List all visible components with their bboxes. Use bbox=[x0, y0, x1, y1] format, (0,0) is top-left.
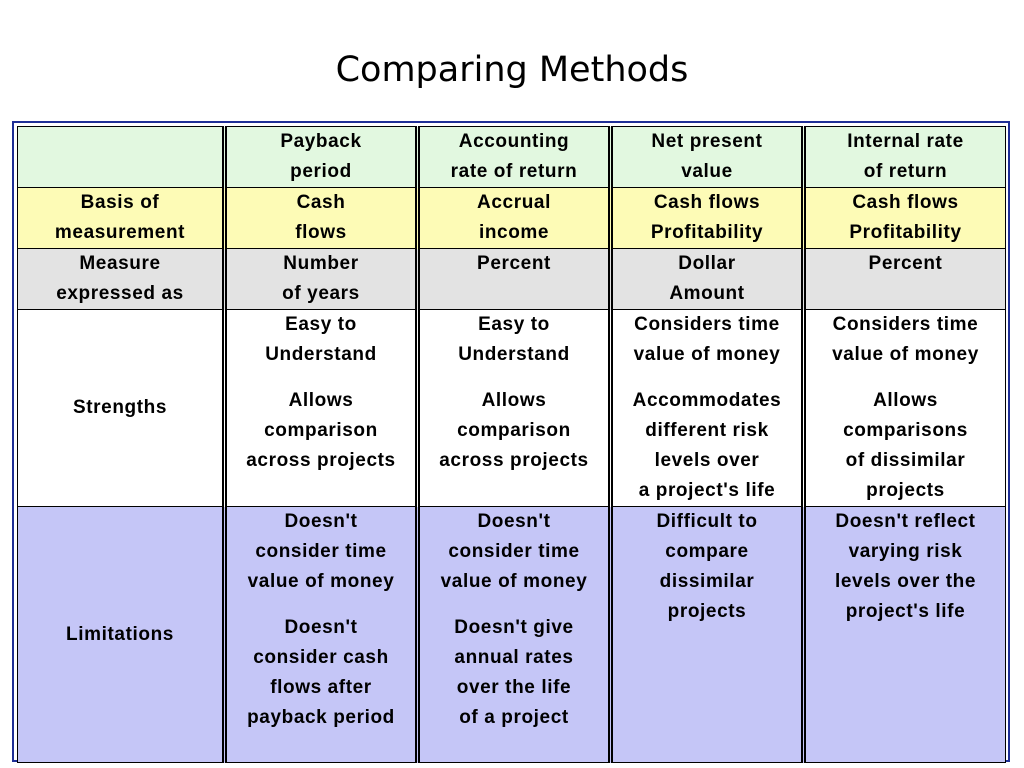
limitations-cell-npv bbox=[611, 507, 804, 763]
basis-label bbox=[18, 188, 225, 249]
strengths-cell-npv bbox=[611, 310, 804, 507]
cell-text-line: value of money bbox=[832, 344, 979, 365]
cell-text-line: varying risk bbox=[848, 541, 963, 562]
cell-text-line: Accommodates bbox=[632, 390, 782, 411]
cell-text-line: rate of return bbox=[450, 161, 578, 182]
cell-text-line: project's life bbox=[845, 601, 966, 622]
slide-title: Comparing Methods bbox=[335, 50, 689, 90]
cell-text-line: Allows bbox=[873, 390, 938, 411]
cell-text-line: consider cash bbox=[253, 647, 389, 668]
cell-text-line: of a project bbox=[459, 707, 569, 728]
block-spacer bbox=[227, 597, 415, 613]
limitations-cell-payback bbox=[225, 507, 418, 763]
strengths-cell-accounting-rate bbox=[418, 310, 611, 507]
cell-text-line: income bbox=[478, 222, 550, 243]
block-spacer bbox=[227, 370, 415, 386]
cell-text-line: Percent bbox=[868, 253, 943, 274]
cell-text-line: value of money bbox=[440, 571, 588, 592]
measure-label bbox=[18, 249, 225, 310]
cell-text-line: of dissimilar bbox=[845, 450, 966, 471]
basis-cell-accounting-rate bbox=[418, 188, 611, 249]
measure-cell-payback bbox=[225, 249, 418, 310]
cell-text-line: payback period bbox=[247, 707, 395, 728]
header-corner-cell bbox=[18, 127, 225, 188]
cell-text-line: Amount bbox=[669, 283, 745, 304]
measure-row bbox=[18, 249, 1006, 310]
cell-text-line: value bbox=[681, 161, 733, 182]
cell-text-line: Cash flows bbox=[653, 192, 761, 213]
cell-text-line: comparisons bbox=[843, 420, 968, 441]
cell-text-line: projects bbox=[667, 601, 747, 622]
cell-text-line: Number bbox=[283, 253, 359, 274]
cell-text-line: Considers time bbox=[634, 314, 780, 335]
cell-text-line: Easy to bbox=[478, 314, 550, 335]
cell-text-line: Internal rate bbox=[847, 131, 964, 152]
cell-text-line: Profitability bbox=[849, 222, 962, 243]
cell-text-line: Profitability bbox=[650, 222, 764, 243]
basis-cell-irr bbox=[804, 188, 1006, 249]
cell-text-line: levels over bbox=[654, 450, 760, 471]
measure-cell-npv bbox=[611, 249, 804, 310]
cell-text-line: Payback bbox=[280, 131, 362, 152]
cell-text-line: value of money bbox=[633, 344, 781, 365]
block-spacer bbox=[613, 370, 801, 386]
header-cell-accounting-rate bbox=[418, 127, 611, 188]
basis-cell-npv bbox=[611, 188, 804, 249]
block-spacer bbox=[420, 370, 608, 386]
basis-cell-payback bbox=[225, 188, 418, 249]
block-spacer bbox=[806, 370, 1005, 386]
basis-row bbox=[18, 188, 1006, 249]
cell-text-line: Percent bbox=[477, 253, 551, 274]
cell-text-line: comparison bbox=[457, 420, 571, 441]
strengths-label: Strengths bbox=[18, 310, 225, 507]
measure-cell-accounting-rate bbox=[418, 249, 611, 310]
cell-text-line: Dollar bbox=[678, 253, 736, 274]
cell-text-line: Cash bbox=[296, 192, 346, 213]
cell-text-line: Understand bbox=[458, 344, 570, 365]
strengths-row bbox=[18, 310, 1006, 507]
cell-text-line: Basis of bbox=[80, 192, 160, 213]
cell-text-line: Measure bbox=[79, 253, 161, 274]
comparison-table bbox=[17, 126, 1006, 763]
cell-text-line: Accrual bbox=[477, 192, 551, 213]
cell-text-line: consider time bbox=[448, 541, 580, 562]
header-row bbox=[18, 127, 1006, 188]
comparison-table-frame bbox=[12, 121, 1010, 762]
cell-text-line: flows after bbox=[270, 677, 372, 698]
cell-text-line: consider time bbox=[255, 541, 387, 562]
limitations-label: Limitations bbox=[18, 507, 225, 763]
cell-text-line: flows bbox=[295, 222, 347, 243]
cell-text-line: Accounting bbox=[458, 131, 570, 152]
cell-text-line: Allows bbox=[481, 390, 547, 411]
cell-text-line: period bbox=[290, 161, 352, 182]
cell-text-line: annual rates bbox=[454, 647, 574, 668]
cell-text-line: over the life bbox=[456, 677, 572, 698]
strengths-cell-payback bbox=[225, 310, 418, 507]
cell-text-line: Doesn't bbox=[284, 511, 358, 532]
cell-text-line: Allows bbox=[288, 390, 354, 411]
cell-text-line: levels over the bbox=[834, 571, 977, 592]
header-cell-irr bbox=[804, 127, 1006, 188]
cell-text-line: Doesn't give bbox=[454, 617, 574, 638]
cell-text-line: of years bbox=[282, 283, 360, 304]
limitations-cell-accounting-rate bbox=[418, 507, 611, 763]
cell-text-line: compare bbox=[665, 541, 749, 562]
cell-text-line: Considers time bbox=[832, 314, 979, 335]
cell-text-line: Cash flows bbox=[852, 192, 959, 213]
measure-cell-irr bbox=[804, 249, 1006, 310]
cell-text-line: Easy to bbox=[285, 314, 357, 335]
cell-text-line: Net present bbox=[651, 131, 763, 152]
cell-text-line: comparison bbox=[264, 420, 378, 441]
cell-text-line: different risk bbox=[645, 420, 769, 441]
cell-text-line: Difficult to bbox=[656, 511, 758, 532]
limitations-row bbox=[18, 507, 1006, 763]
cell-text-line: dissimilar bbox=[659, 571, 755, 592]
cell-text-line: Doesn't bbox=[477, 511, 551, 532]
header-cell-payback bbox=[225, 127, 418, 188]
header-cell-npv bbox=[611, 127, 804, 188]
cell-text-line: across projects bbox=[246, 450, 396, 471]
strengths-cell-irr bbox=[804, 310, 1006, 507]
cell-text-line: Doesn't bbox=[284, 617, 358, 638]
cell-text-line: Understand bbox=[265, 344, 377, 365]
cell-text-line: projects bbox=[866, 480, 945, 501]
block-spacer bbox=[420, 597, 608, 613]
limitations-cell-irr bbox=[804, 507, 1006, 763]
cell-text-line: measurement bbox=[54, 222, 186, 243]
cell-text-line: value of money bbox=[247, 571, 395, 592]
cell-text-line: a project's life bbox=[638, 480, 776, 501]
cell-text-line: expressed as bbox=[56, 283, 184, 304]
cell-text-line: of return bbox=[863, 161, 948, 182]
cell-text-line: across projects bbox=[439, 450, 589, 471]
cell-text-line: Doesn't reflect bbox=[835, 511, 976, 532]
